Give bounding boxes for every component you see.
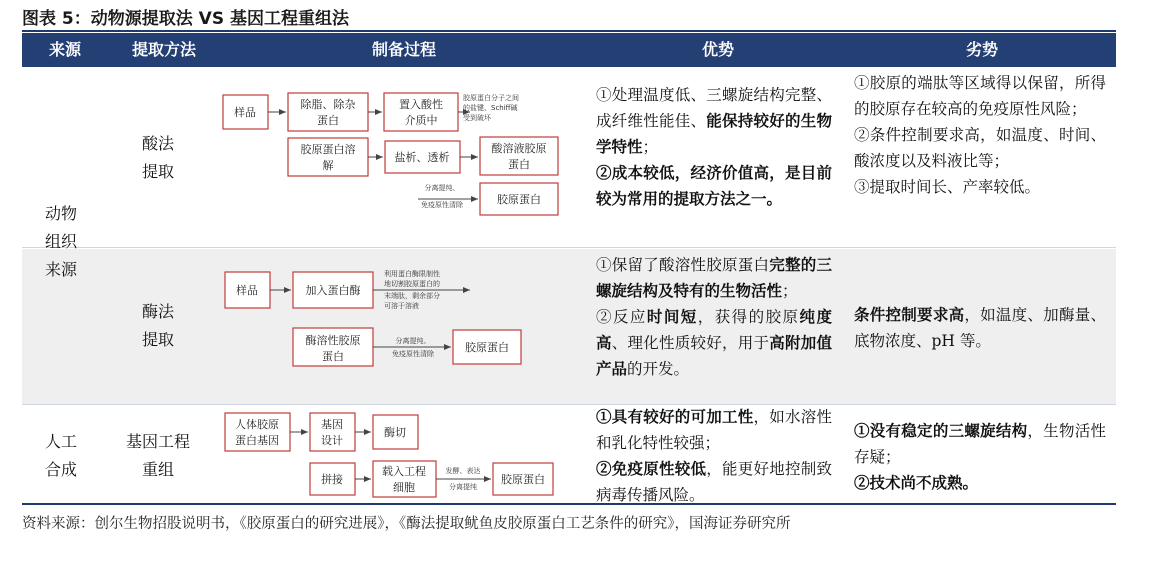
box-label: 除脂、除杂: [300, 98, 356, 111]
arrow-note: 免疫原性清除: [392, 350, 434, 358]
disadv-acid: [854, 70, 1106, 200]
box-label: 酸溶液胶原: [491, 142, 547, 155]
arrow-note: 的盐键、Schiff碱: [463, 104, 518, 112]
figure-title: 图表 5：动物源提取法 VS 基因工程重组法: [22, 9, 349, 29]
adv-text-bold: 完整的三螺旋结构及特有的生物活性: [596, 255, 832, 300]
box-label: 胶原蛋白: [465, 341, 509, 354]
header-source: 来源: [48, 40, 81, 59]
box-label: 拼接: [321, 473, 343, 486]
adv-text-bold: 能保持较好的生物学特性: [596, 111, 832, 156]
disadv-gene: [854, 418, 1106, 496]
header-method: 提取方法: [131, 40, 196, 59]
box-label: 酶切: [384, 426, 406, 439]
disadv-text: ③提取时间长、产率较低。: [854, 178, 1041, 196]
box-label: 介质中: [404, 114, 438, 127]
disadv-enzyme: [854, 302, 1106, 354]
box-label: 人体胶原: [235, 418, 279, 431]
arrow-note: 发酵、表达: [445, 467, 481, 475]
adv-text: 、理化性质较好，用于: [611, 334, 770, 352]
method-line: 提取: [141, 162, 174, 181]
adv-enzyme: [596, 252, 832, 382]
arrow-note: 免疫原性清除: [421, 201, 463, 209]
disadv-text: ，如温度、加酶量、底物浓度、pH 等。: [854, 306, 1106, 350]
adv-text-bold: 时间短: [646, 307, 698, 326]
adv-text: ，如水溶性和乳化特性较强；: [596, 408, 832, 452]
category-line: 动物: [44, 204, 77, 223]
arrow-note: 利用蛋白酶限制性: [384, 270, 440, 278]
box-label: 蛋白: [317, 114, 339, 127]
category-line: 人工: [44, 432, 77, 451]
disadv-text: ，生物活性存疑；: [854, 422, 1106, 466]
box-label: 胶原蛋白溶: [300, 143, 356, 156]
adv-text: ①保留了酸溶性胶原蛋白: [596, 256, 770, 274]
method-line: 基因工程: [125, 432, 190, 451]
category-line: 组织: [44, 232, 77, 251]
box-label: 解: [322, 159, 334, 172]
disadv-text-bold: ①没有稳定的三螺旋结构: [854, 421, 1028, 440]
adv-text-bold: ②成本较低，经济价值高，是目前较为常用的提取方法之一。: [596, 163, 832, 208]
arrow-note: 分离提纯、: [395, 337, 431, 345]
box-label: 基因: [321, 418, 343, 431]
arrow-note: 胶原蛋白分子之间: [463, 94, 519, 102]
box-label: 载入工程: [382, 465, 426, 478]
arrow-note: 分离提纯、: [424, 184, 460, 192]
disadv-text-bold: ②技术尚不成熟。: [854, 473, 979, 492]
arrow-note: 可溶于溶液: [384, 302, 419, 310]
method-line: 酶法: [141, 302, 174, 321]
category-line: 来源: [44, 260, 77, 279]
adv-text-bold: ②免疫原性较低: [596, 459, 707, 478]
adv-text: ；: [642, 138, 659, 156]
box-label: 胶原蛋白: [497, 193, 541, 206]
box-label: 酶溶性胶原: [305, 334, 361, 347]
header-process: 制备过程: [371, 40, 436, 59]
adv-acid: [596, 82, 832, 212]
box-label: 盐析、透析: [394, 151, 450, 164]
disadv-text: ②条件控制要求高，如温度、时间、酸浓度以及料液比等；: [854, 126, 1106, 170]
box-label: 设计: [321, 434, 343, 447]
adv-text: ，能更好地控制致病毒传播风险。: [596, 460, 832, 504]
adv-text-bold: ①具有较好的可加工性: [596, 407, 754, 426]
source-note: 资料来源：创尔生物招股说明书，《胶原蛋白的研究进展》，《酶法提取鱿鱼皮胶原蛋白工艺条件的研究》，国海证券研究所: [22, 516, 791, 532]
box-label: 样品: [234, 106, 256, 119]
arrow-note: 末端肽，剩余部分: [384, 292, 440, 300]
adv-text: ②反应: [596, 308, 647, 326]
arrow-note: 地切割胶原蛋白的: [384, 280, 440, 288]
box-label: 蛋白基因: [235, 434, 279, 447]
header-disadvantage: 劣势: [965, 40, 998, 59]
adv-gene: [596, 404, 832, 508]
box-label: 蛋白: [322, 350, 344, 363]
method-line: 酸法: [141, 134, 174, 153]
box-label: 细胞: [393, 481, 415, 494]
box-label: 蛋白: [508, 158, 530, 171]
box-label: 胶原蛋白: [501, 473, 545, 486]
adv-text: ；: [782, 282, 798, 300]
method-line: 提取: [141, 330, 174, 349]
category-line: 合成: [44, 460, 77, 479]
adv-text: 的开发。: [627, 360, 690, 378]
box-label: 加入蛋白酶: [305, 284, 361, 297]
method-line: 重组: [141, 460, 174, 479]
adv-text-bold: 纯度高: [596, 307, 832, 352]
header-advantage: 优势: [701, 40, 734, 59]
disadv-text-bold: 条件控制要求高: [854, 305, 965, 324]
box-label: 置入酸性: [399, 98, 443, 111]
box-label: 样品: [236, 284, 258, 297]
disadv-text: ①胶原的端肽等区域得以保留，所得的胶原存在较高的免疫原性风险；: [854, 74, 1106, 118]
adv-text: ，获得的胶原: [697, 308, 800, 326]
adv-text: ①处理温度低、三螺旋结构完整、成纤维性能佳、: [596, 86, 832, 130]
arrow-note: 分离提纯: [449, 483, 477, 491]
adv-text-bold: 高附加值产品: [596, 333, 832, 378]
arrow-note: 受到破坏: [463, 114, 491, 122]
